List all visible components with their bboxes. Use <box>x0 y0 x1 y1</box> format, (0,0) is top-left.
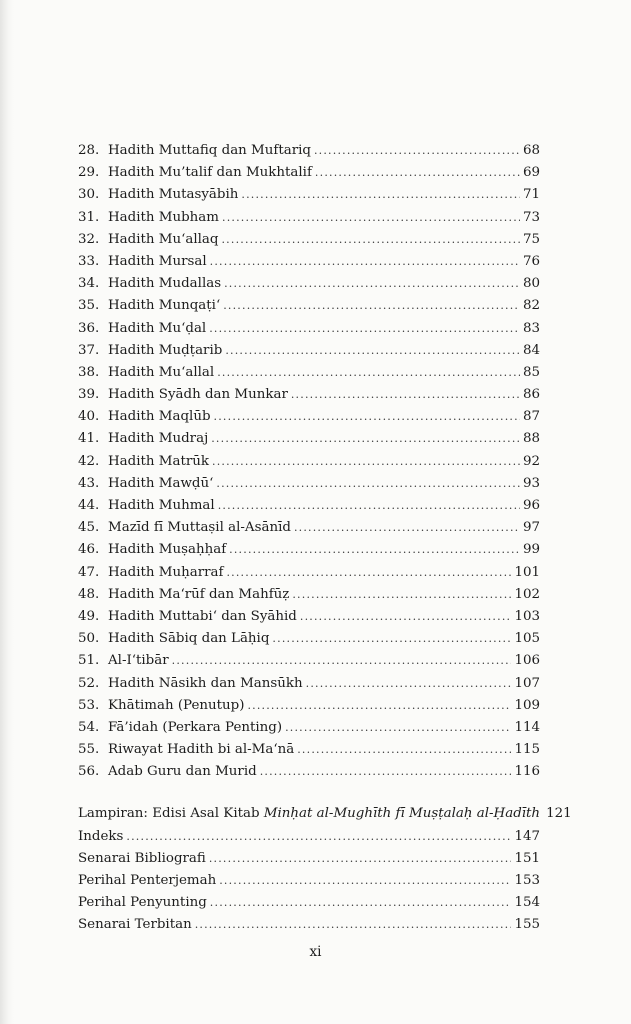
toc-entry[interactable] <box>78 298 540 320</box>
toc-entry[interactable] <box>78 676 540 698</box>
toc-entry-number: 47. <box>78 564 100 580</box>
toc-entry-page: 151 <box>514 850 540 866</box>
toc-entry[interactable] <box>78 873 540 895</box>
toc-entry[interactable] <box>78 720 540 742</box>
toc-entry[interactable] <box>78 653 540 675</box>
toc-entry-page: 93 <box>522 475 540 491</box>
dot-leader <box>285 721 511 734</box>
toc-entry[interactable] <box>78 609 540 631</box>
dot-leader <box>211 432 520 445</box>
toc-entry-title: Perihal Penterjemah <box>78 873 217 888</box>
toc-entry-page: 86 <box>522 387 540 403</box>
page-binding-shadow <box>0 0 14 1024</box>
toc-entry[interactable] <box>78 254 540 276</box>
toc-entry-title: Hadith Mubham <box>108 209 219 225</box>
toc-entry[interactable] <box>78 851 540 873</box>
toc-entry-title: Hadith Munqaṭi‘ <box>108 298 221 314</box>
toc-entry-page: 114 <box>514 719 540 735</box>
toc-entry-page: 121 <box>546 806 572 822</box>
toc-entry-page: 102 <box>514 586 540 602</box>
toc-entry-number: 43. <box>78 475 100 491</box>
toc-entry-page: 99 <box>522 542 540 558</box>
page-number: xi <box>309 944 322 960</box>
toc-entry-page: 87 <box>522 409 540 425</box>
dot-leader <box>225 344 520 357</box>
toc-entry-number: 45. <box>78 520 100 536</box>
toc-entry[interactable] <box>78 565 540 587</box>
dot-leader <box>209 322 520 335</box>
toc-entry[interactable] <box>78 542 540 564</box>
toc-entry[interactable] <box>78 520 540 542</box>
dot-leader <box>222 211 520 224</box>
dot-leader <box>294 521 520 534</box>
toc-entry-title: Hadith Mu‘allal <box>108 364 215 380</box>
toc-entry-page: 85 <box>522 364 540 380</box>
toc-entry-number: 42. <box>78 453 100 469</box>
toc-entry[interactable] <box>78 742 540 764</box>
toc-entry-page: 82 <box>522 298 540 314</box>
toc-entry-title: Khātimah (Penutup) <box>108 697 245 713</box>
toc-entry-number: 34. <box>78 276 100 292</box>
toc-entry-page: 105 <box>514 631 540 647</box>
dot-leader <box>224 277 520 290</box>
toc-entry-title: Hadith Mudraj <box>108 431 209 447</box>
toc-entry-title: Hadith Mutasyābih <box>108 187 239 203</box>
dot-leader <box>300 610 512 623</box>
toc-entry-title: Al-I‘tibār <box>108 653 169 669</box>
toc-entry-page: 153 <box>514 873 540 888</box>
toc-entry-page: 75 <box>522 231 540 247</box>
toc-entry[interactable] <box>78 431 540 453</box>
toc-entry-page: 69 <box>522 165 540 181</box>
toc-entry-page: 68 <box>522 143 540 158</box>
toc-entry-number: 35. <box>78 298 100 314</box>
dot-leader <box>315 166 520 179</box>
toc-entry[interactable] <box>78 829 540 851</box>
toc-entry-page: 109 <box>514 697 540 713</box>
toc-entry[interactable] <box>78 343 540 365</box>
toc-entry-title: Hadith Nāsikh dan Mansūkh <box>108 675 303 691</box>
table-of-contents <box>78 143 572 940</box>
dot-leader <box>260 765 512 778</box>
toc-entry-number: 33. <box>78 253 100 269</box>
toc-entry-number: 32. <box>78 231 100 247</box>
toc-entry-page: 80 <box>522 276 540 292</box>
dot-leader <box>247 699 511 712</box>
toc-entry-title: Indeks <box>78 828 124 844</box>
toc-entry-number: 52. <box>78 675 100 691</box>
dot-leader <box>221 233 519 246</box>
toc-entry[interactable] <box>78 476 540 498</box>
toc-entry-page: 115 <box>514 742 540 758</box>
toc-entry-number: 39. <box>78 387 100 403</box>
toc-entry-page: 92 <box>522 453 540 469</box>
toc-entry-title: Hadith Maqlūb <box>108 409 211 425</box>
toc-entry[interactable] <box>78 587 540 609</box>
toc-entry-page: 88 <box>522 431 540 447</box>
toc-entry-number: 31. <box>78 209 100 225</box>
toc-entry-page: 107 <box>514 675 540 691</box>
toc-entry-title: Hadith Mu’talif dan Mukhtalif <box>108 165 312 181</box>
toc-entry-title: Hadith Muḥarraf <box>108 564 224 580</box>
toc-entry-title: Hadith Ma‘rūf dan Mahfūẓ <box>108 586 290 602</box>
toc-entry-number: 30. <box>78 187 100 203</box>
toc-entry-title: Hadith Muṣaḥḥaf <box>108 542 227 558</box>
appendix-italic-title: Minḥat al-Mughīth fī Muṣṭalaḥ al-Ḥadīth <box>263 806 541 822</box>
toc-entry-page: 147 <box>514 828 540 844</box>
toc-entry-page: 103 <box>514 608 540 624</box>
toc-entry-page: 106 <box>514 653 540 669</box>
toc-entry-title: Hadith Muttabi‘ dan Syāhid <box>108 608 297 624</box>
toc-entry-title: Hadith Muḍṭarib <box>108 342 223 358</box>
toc-entry-appendix[interactable] <box>78 806 572 828</box>
toc-entry-page: 101 <box>514 564 540 580</box>
dot-leader <box>297 743 511 756</box>
dot-leader <box>314 144 520 157</box>
toc-entry-title: Hadith Matrūk <box>108 453 209 469</box>
toc-entry-page: 97 <box>522 520 540 536</box>
toc-entry-title: Senarai Bibliografi <box>78 850 206 866</box>
toc-entry-title: Hadith Mudallas <box>108 276 222 292</box>
section-gap <box>78 786 540 806</box>
toc-entry-number: 28. <box>78 143 100 158</box>
dot-leader <box>292 588 511 601</box>
toc-entry-page: 116 <box>514 764 540 780</box>
dot-leader <box>195 918 512 931</box>
toc-entry[interactable] <box>78 895 540 917</box>
toc-entry-title: Senarai Terbitan <box>78 917 192 933</box>
toc-entry[interactable] <box>78 210 540 232</box>
dot-leader <box>210 255 520 268</box>
toc-entry-page: 73 <box>522 209 540 225</box>
toc-entry[interactable] <box>78 498 540 520</box>
toc-entry-number: 41. <box>78 431 100 447</box>
dot-leader <box>126 830 511 843</box>
toc-entry[interactable] <box>78 143 540 165</box>
dot-leader <box>219 874 511 887</box>
dot-leader <box>218 499 520 512</box>
toc-entry-number: 56. <box>78 764 100 780</box>
toc-entry-title <box>78 806 540 821</box>
toc-entry[interactable] <box>78 454 540 476</box>
toc-entry-number: 36. <box>78 320 100 336</box>
toc-entry[interactable] <box>78 276 540 298</box>
toc-entry[interactable] <box>78 917 540 939</box>
dot-leader <box>172 654 512 667</box>
toc-entry-page: 83 <box>522 320 540 336</box>
toc-entry-number: 55. <box>78 742 100 758</box>
chapter-list <box>78 143 540 786</box>
toc-entry-title: Hadith Muhmal <box>108 498 215 513</box>
toc-entry-page: 76 <box>522 253 540 269</box>
toc-entry[interactable] <box>78 698 540 720</box>
dot-leader <box>209 852 512 865</box>
toc-entry-title: Hadith Syādh dan Munkar <box>108 387 288 403</box>
toc-entry-title: Hadith Sābiq dan Lāḥiq <box>108 631 270 647</box>
toc-entry[interactable] <box>78 187 540 209</box>
toc-entry-title: Hadith Mu‘ḍal <box>108 320 207 336</box>
appendix-prefix: Lampiran: Edisi Asal Kitab <box>78 806 264 822</box>
toc-entry-page: 71 <box>522 187 540 203</box>
toc-entry-page: 154 <box>514 895 540 911</box>
toc-entry-title: Hadith Mawḍū‘ <box>108 475 214 491</box>
toc-entry-title: Hadith Muttafiq dan Muftariq <box>108 143 311 158</box>
toc-entry-number: 50. <box>78 631 100 647</box>
toc-entry-number: 53. <box>78 697 100 713</box>
toc-entry-number: 46. <box>78 542 100 558</box>
toc-entry[interactable] <box>78 631 540 653</box>
toc-entry-number: 54. <box>78 719 100 735</box>
toc-entry-title: Hadith Mursal <box>108 253 207 269</box>
toc-entry[interactable] <box>78 321 540 343</box>
toc-entry-title: Mazīd fī Muttaṣil al-Asānīd <box>108 520 291 536</box>
toc-entry-page: 96 <box>522 498 540 513</box>
dot-leader <box>291 388 520 401</box>
toc-entry-title: Riwayat Hadith bi al-Ma‘nā <box>108 742 295 758</box>
toc-entry-page: 84 <box>522 342 540 358</box>
dot-leader <box>229 543 520 556</box>
dot-leader <box>241 188 520 201</box>
toc-entry-title: Perihal Penyunting <box>78 895 207 911</box>
toc-entry-number: 40. <box>78 409 100 425</box>
toc-entry-title: Adab Guru dan Murid <box>108 764 257 780</box>
toc-entry[interactable] <box>78 232 540 254</box>
toc-entry[interactable] <box>78 165 540 187</box>
dot-leader <box>210 896 512 909</box>
back-matter-list <box>78 829 540 940</box>
toc-entry-page: 155 <box>514 917 540 933</box>
toc-entry-title: Hadith Mu‘allaq <box>108 231 219 247</box>
toc-entry-number: 37. <box>78 342 100 358</box>
toc-entry-number: 48. <box>78 586 100 602</box>
toc-entry-title: Fā’idah (Perkara Penting) <box>108 719 283 735</box>
toc-entry-number: 38. <box>78 364 100 380</box>
dot-leader <box>214 410 520 423</box>
toc-entry[interactable] <box>78 764 540 786</box>
dot-leader <box>217 366 520 379</box>
toc-entry[interactable] <box>78 365 540 387</box>
dot-leader <box>223 299 520 312</box>
dot-leader <box>212 455 520 468</box>
toc-entry-number: 51. <box>78 653 100 669</box>
toc-entry[interactable] <box>78 387 540 409</box>
toc-entry[interactable] <box>78 409 540 431</box>
dot-leader <box>272 632 511 645</box>
toc-entry-number: 44. <box>78 498 100 513</box>
toc-entry-number: 29. <box>78 165 100 181</box>
dot-leader <box>226 566 511 579</box>
toc-entry-number: 49. <box>78 608 100 624</box>
dot-leader <box>216 477 520 490</box>
dot-leader <box>306 677 512 690</box>
